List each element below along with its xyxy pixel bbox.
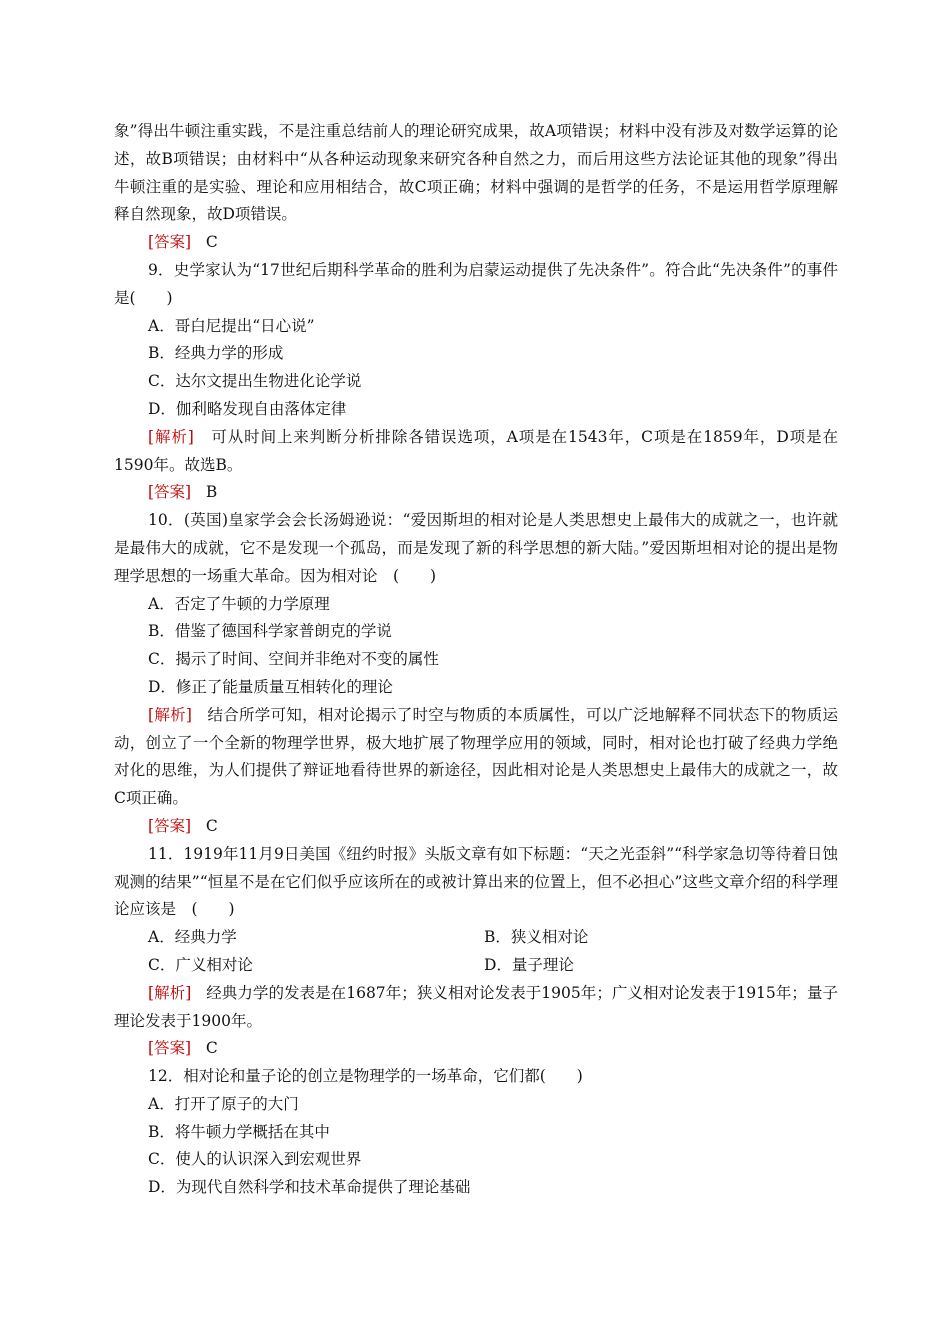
- analysis-text: 可从时间上来判断分析排除各错误选项，A项是在1543年，C项是在1859年，D项是在1590年。故选B。: [114, 427, 838, 474]
- question-9-option-b: B．经典力学的形成: [148, 344, 284, 363]
- question-11-analysis: [114, 980, 838, 1036]
- question-10-option-a: A．否定了牛顿的力学原理: [148, 594, 330, 613]
- answer-value: C: [205, 233, 218, 252]
- question-11-option-a: A．经典力学: [148, 928, 237, 947]
- question-12-option-a: A．打开了原子的大门: [148, 1094, 299, 1113]
- question-11-stem: 11．1919年11月9日美国《纽约时报》头版文章有如下标题：“天之光歪斜”“科学家急切等待着日蚀观测的结果”“恒星不是在它们似乎应该所在的或被计算出来的位置上，但不必担心”这些文章介绍的科学理论应该是 ( ): [114, 844, 838, 919]
- analysis-text: 经典力学的发表是在1687年；狭义相对论发表于1905年；广义相对论发表于1915年；量子理论发表于1900年。: [114, 983, 838, 1030]
- answer-label: [答案]: [148, 1039, 192, 1058]
- analysis-label: [解析]: [148, 983, 192, 1002]
- answer-value: C: [205, 1039, 218, 1058]
- intro-paragraph: 象”得出牛顿注重实践，不是注重总结前人的理论研究成果，故A项错误；材料中没有涉及对数学运算的论述，故B项错误；由材料中“从各种运动现象来研究各种自然之力，而后用这些方法论证其他的现象”得出牛顿注重的是实验、理论和应用相结合，故C项正确；材料中强调的是哲学的任务，不是运用哲学原理解释自然现象，故D项错误。: [114, 122, 838, 224]
- question-12-option-d: D．为现代自然科学和技术革命提供了理论基础: [148, 1178, 471, 1197]
- question-12-option-c: C．使人的认识深入到宏观世界: [148, 1150, 362, 1169]
- question-10-analysis: [114, 702, 838, 813]
- question-9-analysis: [114, 424, 838, 480]
- answer-label: [答案]: [148, 816, 192, 835]
- answer-10: [114, 813, 838, 841]
- answer-label: [答案]: [148, 483, 192, 502]
- question-9-option-d: D．伽利略发现自由落体定律: [148, 399, 347, 418]
- question-9-option-c: C．达尔文提出生物进化论学说: [148, 372, 362, 391]
- question-12-option-b: B．将牛顿力学概括在其中: [148, 1122, 330, 1141]
- question-11-option-d: D．量子理论: [484, 955, 574, 974]
- question-11-options-row-2: [114, 952, 838, 980]
- document-page: [114, 118, 838, 1202]
- question-10-option-b: B．借鉴了德国科学家普朗克的学说: [148, 622, 392, 641]
- question-10-option-d: D．修正了能量质量互相转化的理论: [148, 677, 393, 696]
- answer-8: [114, 229, 838, 257]
- question-11-option-b: B．狭义相对论: [484, 928, 589, 947]
- answer-9: [114, 479, 838, 507]
- analysis-text: 结合所学可知，相对论揭示了时空与物质的本质属性，可以广泛地解释不同状态下的物质运动，创立了一个全新的物理学世界，极大地扩展了物理学应用的领域，同时，相对论也打破了经典力学绝对化的思维，为人们提供了辩证地看待世界的新途径，因此相对论是人类思想史上最伟大的成就之一，故C项正确。: [114, 705, 838, 808]
- question-12-stem: 12．相对论和量子论的创立是物理学的一场革命，它们都( ): [148, 1067, 583, 1086]
- question-10-stem: 10．(英国)皇家学会会长汤姆逊说：“爱因斯坦的相对论是人类思想史上最伟大的成就之一，也许就是最伟大的成就，它不是发现一个孤岛，而是发现了新的科学思想的新大陆。”爱因斯坦相对论的提出是物理学思想的一场重大革命。因为相对论 ( ): [114, 511, 838, 585]
- question-9-option-a: A．哥白尼提出“日心说”: [148, 316, 315, 335]
- question-10-option-c: C．揭示了时间、空间并非绝对不变的属性: [148, 650, 439, 669]
- question-11-option-c: C．广义相对论: [148, 955, 253, 974]
- analysis-label: [解析]: [148, 427, 194, 446]
- answer-value: B: [205, 483, 218, 502]
- question-11-options-row-1: [114, 924, 838, 952]
- question-9-stem: 9．史学家认为“17世纪后期科学革命的胜利为启蒙运动提供了先决条件”。符合此“先决条件”的事件是( ): [114, 260, 838, 307]
- answer-value: C: [205, 816, 218, 835]
- answer-label: [答案]: [148, 233, 192, 252]
- analysis-label: [解析]: [148, 705, 192, 724]
- answer-11: [114, 1035, 838, 1063]
